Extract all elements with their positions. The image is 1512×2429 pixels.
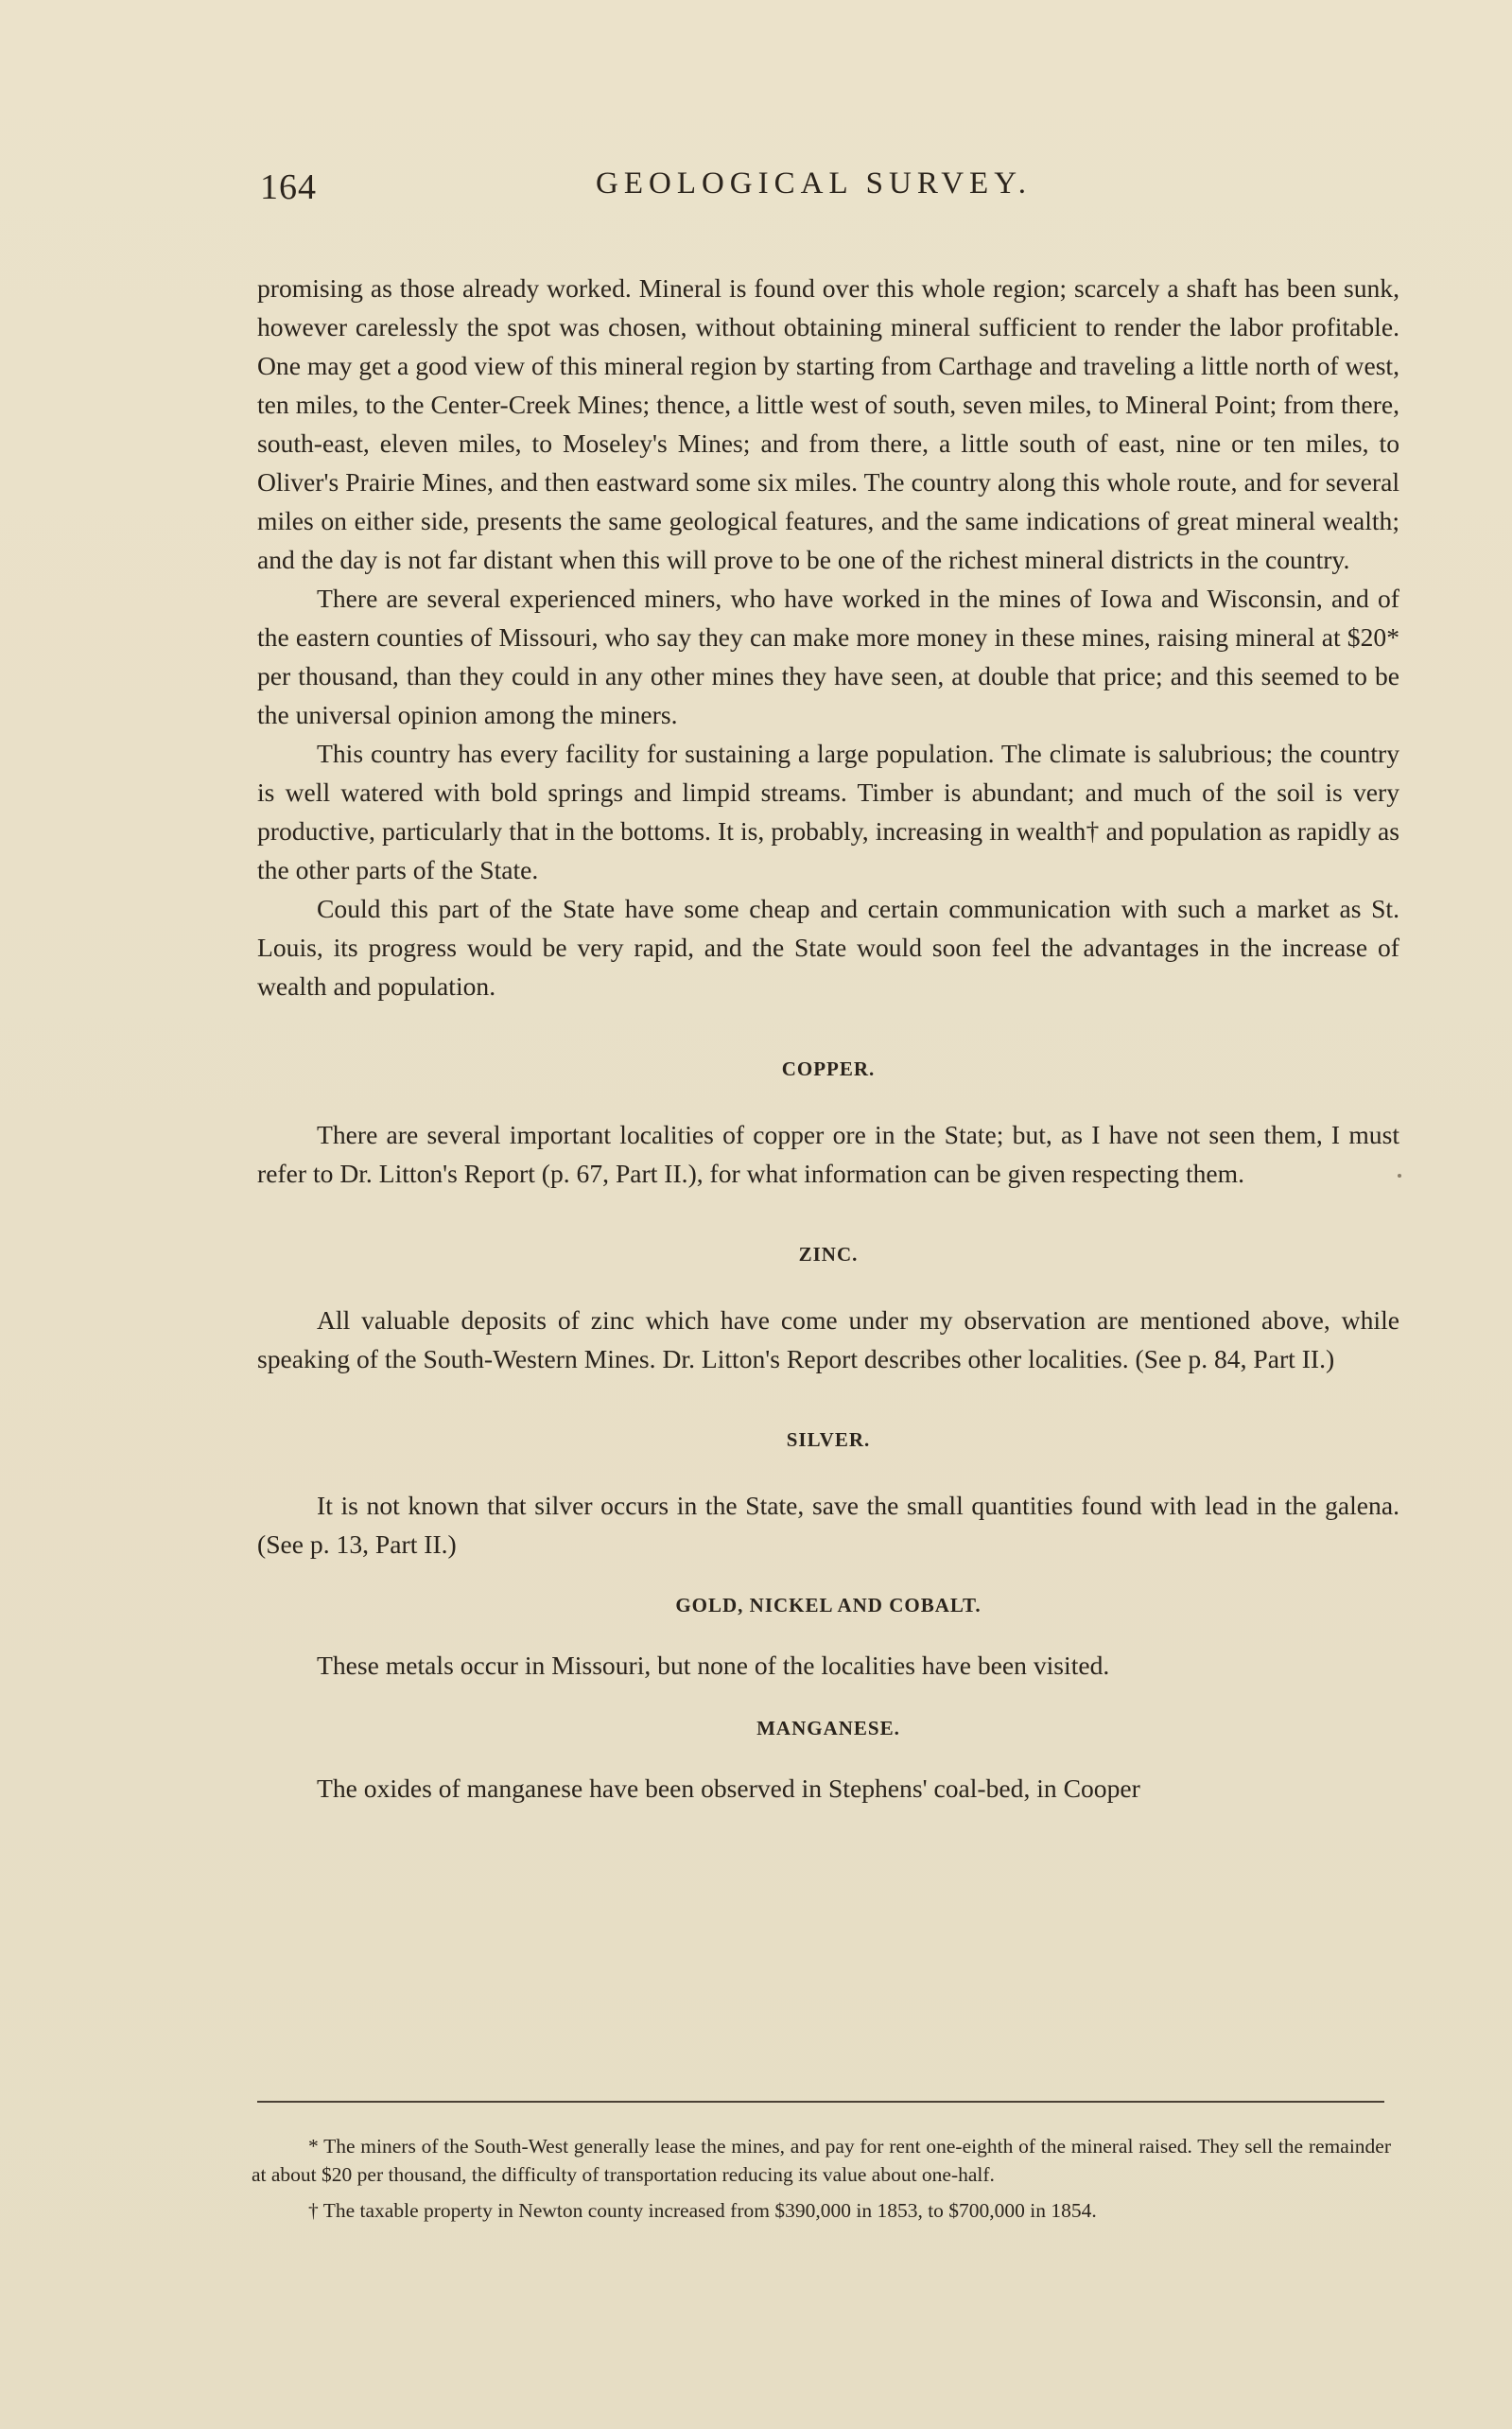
footnote-dagger: † The taxable property in Newton county increased from $390,000 in 1853, to $700,000 in 1854. xyxy=(308,2199,1097,2222)
running-head: GEOLOGICAL SURVEY. xyxy=(596,166,1033,201)
footnote-asterisk: * The miners of the South-West generally lease the mines, and pay for rent one-eighth of the mineral raised. They sell the remainder at about $20 per thousand, the difficulty of transportation reducing its value about one-half. xyxy=(252,2135,1391,2186)
section-text-silver: It is not known that silver occurs in the State, save the small quantities found with lead in the galena. (See p. 13, Part II.) xyxy=(257,1491,1399,1559)
section-text-manganese: The oxides of manganese have been observed in Stephens' coal-bed, in Cooper xyxy=(317,1774,1140,1803)
paragraph-communication: Could this part of the State have some cheap and certain communication with such a market as St. Louis, its progress would be very rapid, and the State would soon feel the advantages in the increase of wealth and population. xyxy=(257,894,1399,1001)
section-heading-zinc: ZINC. xyxy=(798,1243,859,1266)
footnotes xyxy=(252,2132,1391,2225)
section-heading-copper: COPPER. xyxy=(781,1057,876,1080)
section-heading-silver: SILVER. xyxy=(786,1428,871,1451)
body-text xyxy=(257,269,1399,1808)
paragraph-miners: There are several experienced miners, who have worked in the mines of Iowa and Wisconsin, and of the eastern counties of Missouri, who say they can make more money in these mines, raising mineral at $20* per thousand, than they could in any other mines they have seen, at double that price; and this seemed to be the universal opinion among the miners. xyxy=(257,584,1399,729)
section-heading-manganese: MANGANESE. xyxy=(756,1717,900,1739)
paragraph-continued: promising as those already worked. Mineral is found over this whole region; scarcely a shaft has been sunk, however carelessly the spot was chosen, without obtaining mineral sufficient to render the labor profitable. One may get a good view of this mineral region by starting from Carthage and traveling a little north of west, ten miles, to the Center-Creek Mines; thence, a little west of south, seven miles, to Mineral Point; from there, south-east, eleven miles, to Moseley's Mines; and from there, a little south of east, nine or ten miles, to Oliver's Prairie Mines, and then eastward some six miles. The country along this whole route, and for several miles on either side, presents the same geological features, and the same indications of great mineral wealth; and the day is not far distant when this will prove to be one of the richest mineral districts in the country. xyxy=(257,273,1399,574)
section-text-zinc: All valuable deposits of zinc which have come under my observation are mentioned above, while speaking of the South-Western Mines. Dr. Litton's Report describes other localities. (See p. 84, Part II.) xyxy=(257,1305,1399,1373)
page-header xyxy=(260,161,1395,218)
section-heading-gold-nickel-cobalt: GOLD, NICKEL AND COBALT. xyxy=(675,1594,982,1616)
section-text-copper: There are several important localities of copper ore in the State; but, as I have not seen them, I must refer to Dr. Litton's Report (p. 67, Part II.), for what information can be given respecting them. xyxy=(257,1120,1399,1188)
paragraph-country: This country has every facility for sustaining a large population. The climate is salubrious; the country is well watered with bold springs and limpid streams. Timber is abundant; and much of the soil is very productive, particularly that in the bottoms. It is, probably, increasing in wealth† and population as rapidly as the other parts of the State. xyxy=(257,739,1399,884)
page-number: 164 xyxy=(260,167,317,207)
footnote-rule xyxy=(257,2101,1384,2103)
paper-speck xyxy=(1398,1174,1401,1178)
section-text-gold-nickel-cobalt: These metals occur in Missouri, but none of the localities have been visited. xyxy=(317,1651,1110,1680)
